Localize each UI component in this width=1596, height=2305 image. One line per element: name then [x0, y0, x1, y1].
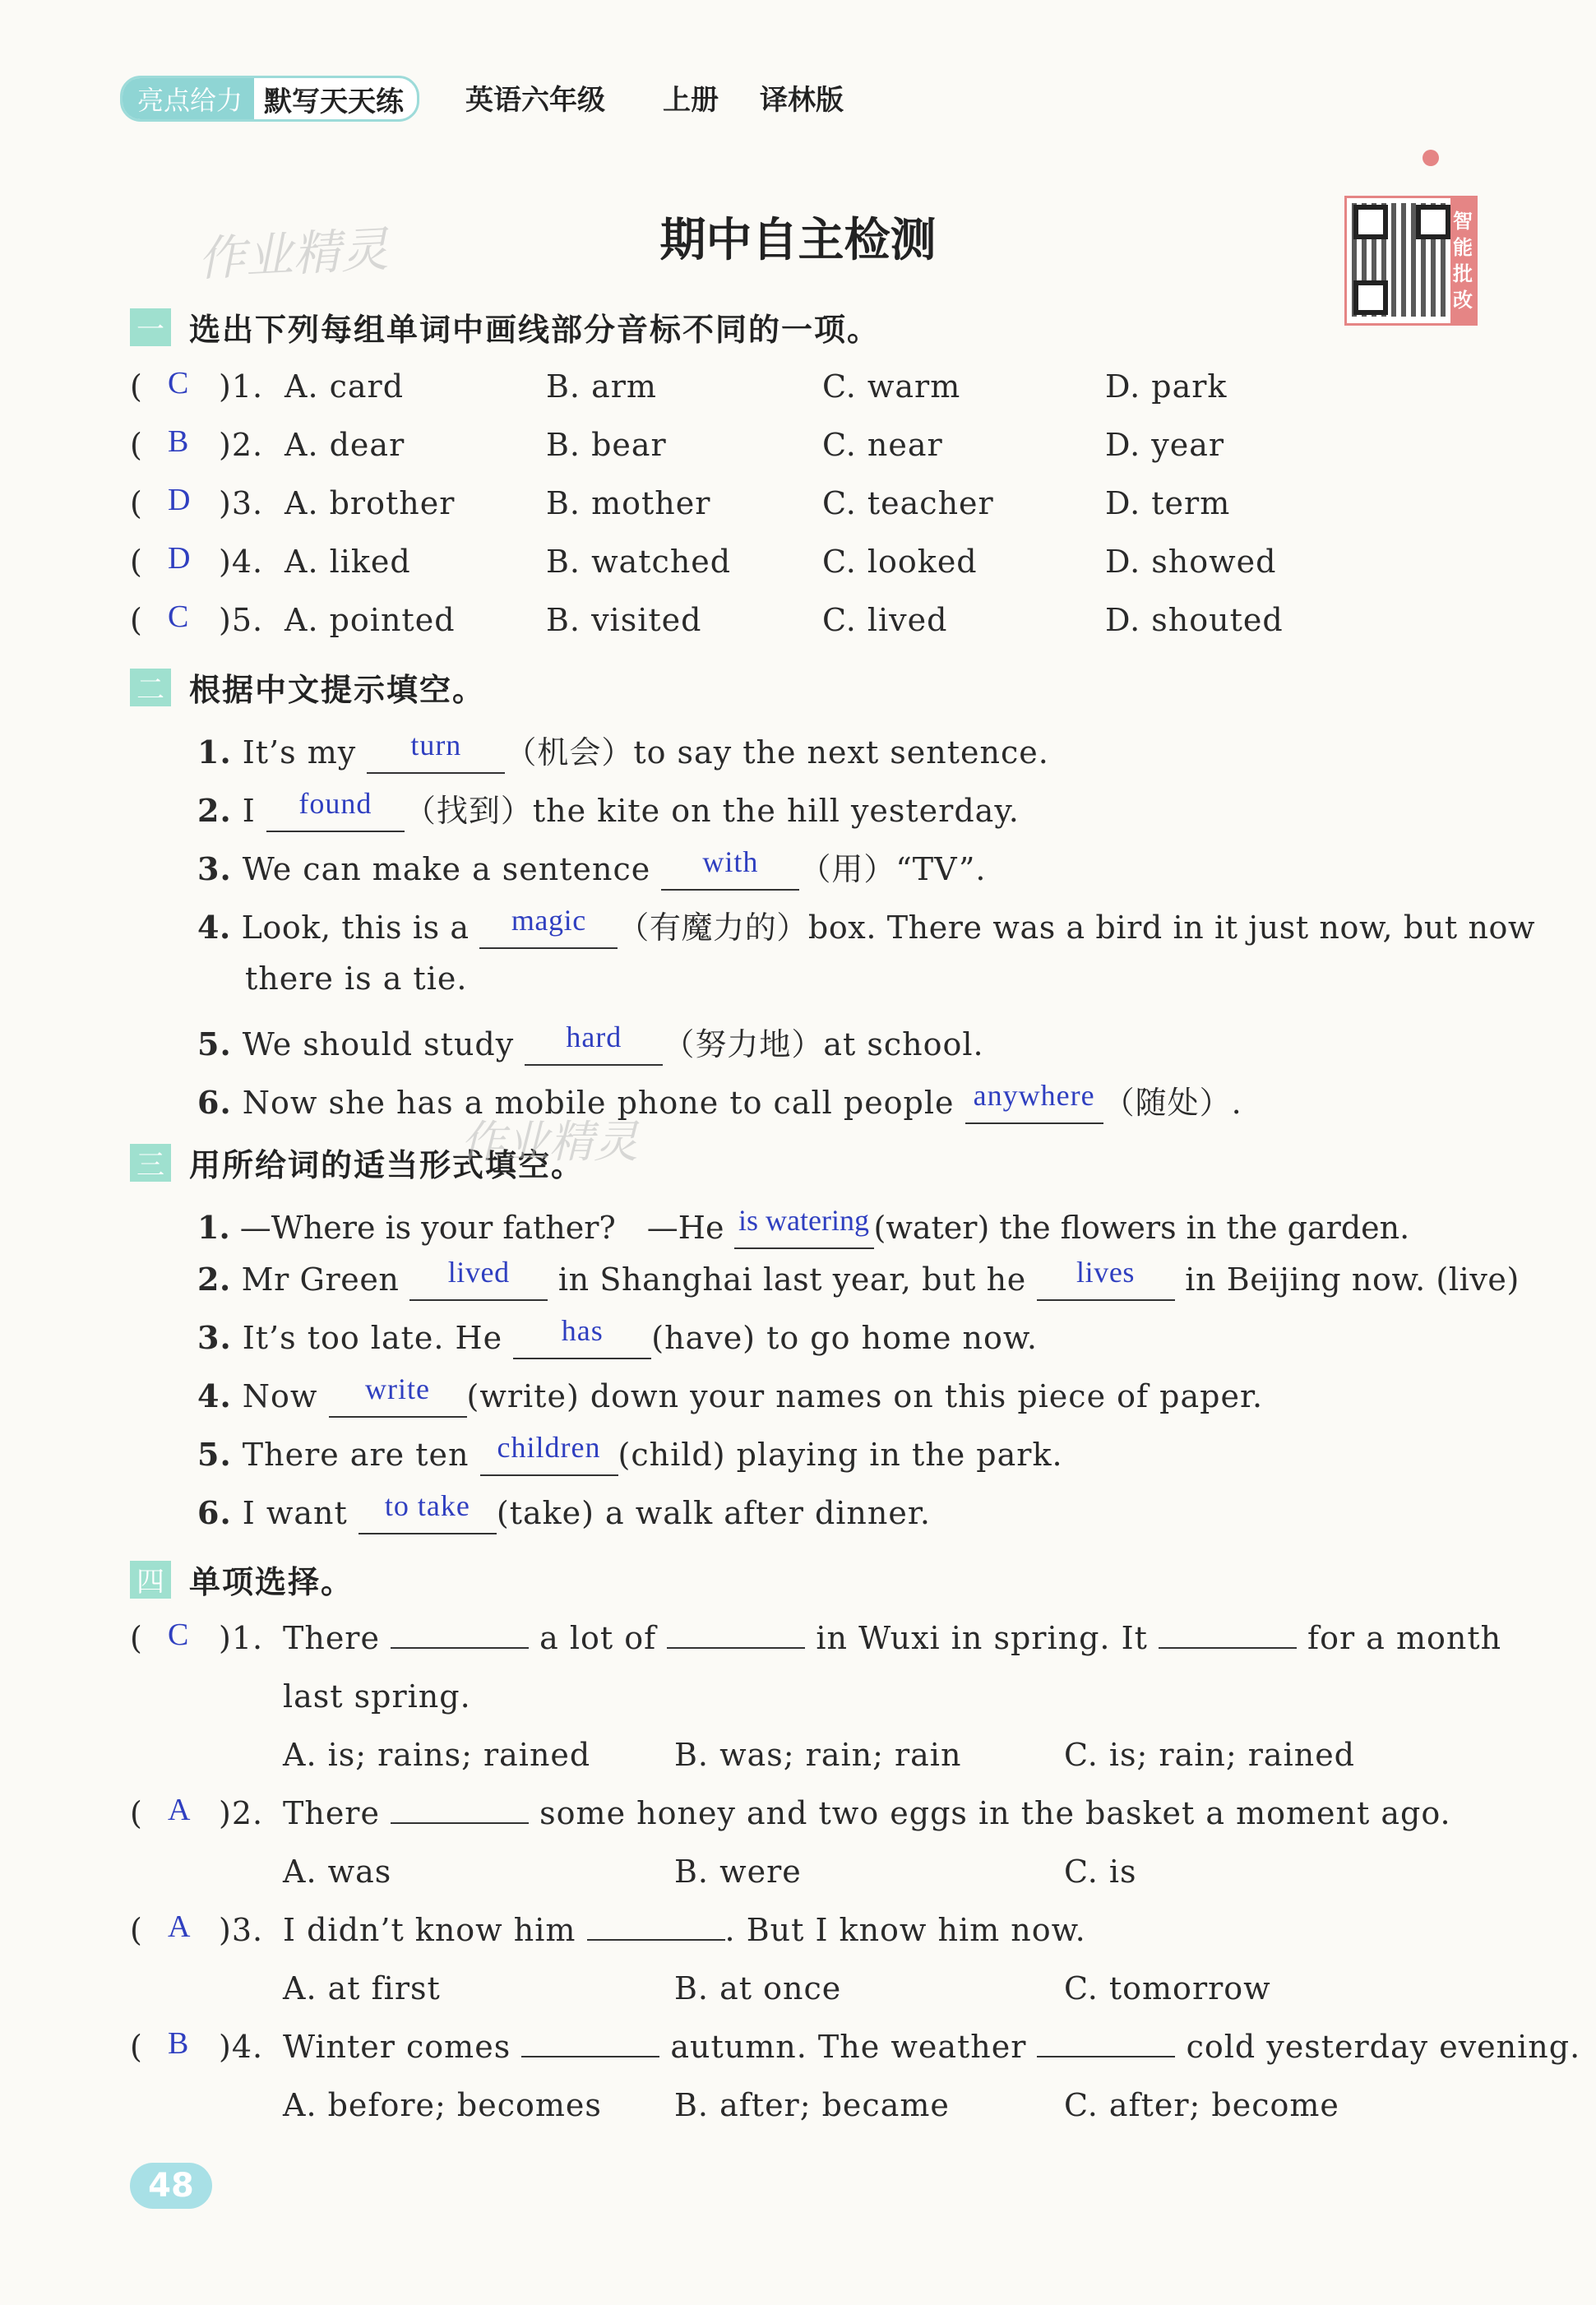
s4-answer-3: A	[168, 1909, 192, 1944]
s3-item-5: 5. There are ten children (child) playing in the park.	[197, 1436, 1063, 1476]
s1-row-1: ( C )1. A. card B. arm C. warm D. park	[130, 366, 1228, 405]
s4-options-4: A. before; becomes B. after; became C. after; become	[283, 2087, 1339, 2123]
s4-answer-1: C	[168, 1618, 190, 1652]
s4-question-3: ( A )3. I didn’t know him . But I know him now.	[130, 1909, 1086, 1948]
s4-answer-2: A	[168, 1793, 192, 1827]
s4-blank-1b[interactable]	[667, 1644, 805, 1649]
s4-options-3: A. at first B. at once C. tomorrow	[283, 1970, 1271, 2006]
section-1-heading: 一 选出下列每组单词中画线部分音标不同的一项。	[130, 304, 880, 349]
s1-answer-4: D	[168, 541, 192, 576]
s3-item-6: 6. I want to take (take) a walk after dinner.	[197, 1494, 931, 1534]
qr-pin-icon	[1423, 150, 1439, 166]
s1-row-4: ( D )4. A. liked B. watched C. looked D. showed	[130, 541, 1277, 580]
header-subject: 英语六年级	[465, 84, 605, 117]
s1-row-5: ( C )5. A. pointed B. visited C. lived D. shouted	[130, 599, 1284, 638]
s2-blank-3[interactable]: with	[661, 854, 799, 891]
s4-options-1: A. is; rains; rained B. was; rain; rain C. is; rain; rained	[283, 1737, 1356, 1773]
s2-blank-2[interactable]: found	[266, 795, 405, 832]
s3-item-1: 1. —Where is your father? —He is watering (water) the flowers in the garden.	[197, 1202, 1409, 1249]
s3-item-3: 3. It’s too late. He has (have) to go home now.	[197, 1319, 1038, 1359]
s4-blank-1c[interactable]	[1159, 1644, 1297, 1649]
s2-blank-6[interactable]: anywhere	[965, 1087, 1103, 1124]
s1-row-2: ( B )2. A. dear B. bear C. near D. year	[130, 424, 1225, 463]
section-2-heading: 二 根据中文提示填空。	[130, 664, 485, 710]
s3-blank-6[interactable]: to take	[359, 1497, 497, 1534]
s4-question-1-cont: last spring.	[283, 1678, 471, 1715]
watermark-top: 作业精灵	[196, 220, 390, 288]
s1-answer-2: B	[168, 424, 190, 459]
s1-answer-1: C	[168, 366, 190, 400]
series-badge-left: 亮点给力	[123, 78, 254, 119]
section-3-heading: 三 用所给词的适当形式填空。	[130, 1140, 584, 1185]
s4-blank-4a[interactable]	[521, 2053, 659, 2057]
s1-row-3: ( D )3. A. brother B. mother C. teacher D. term	[130, 483, 1231, 521]
s3-blank-3[interactable]: has	[513, 1322, 651, 1359]
s3-blank-5[interactable]: children	[480, 1439, 618, 1476]
qr-label: 智 能 批 改	[1450, 198, 1475, 323]
s2-blank-4[interactable]: magic	[479, 912, 618, 949]
page-title: 期中自主检测	[659, 214, 937, 267]
s2-item-1: 1. It’s my turn （机会）to say the next sentence.	[197, 727, 1049, 774]
s3-blank-1[interactable]: is watering	[734, 1212, 874, 1249]
series-badge-right: 默写天天练	[264, 85, 405, 118]
s1-answer-5: C	[168, 599, 190, 634]
s4-options-2: A. was B. were C. is	[283, 1854, 1137, 1890]
qr-code[interactable]	[1344, 196, 1478, 326]
s3-item-2: 2. Mr Green lived in Shanghai last year, but he lives in Beijing now. (live)	[197, 1261, 1520, 1301]
s4-blank-2[interactable]	[391, 1819, 529, 1824]
s3-item-4: 4. Now write (write) down your names on this piece of paper.	[197, 1377, 1263, 1418]
s2-blank-5[interactable]: hard	[525, 1029, 663, 1066]
s3-blank-4[interactable]: write	[329, 1381, 467, 1418]
s4-blank-4b[interactable]	[1037, 2053, 1175, 2057]
s4-blank-3[interactable]	[587, 1936, 725, 1941]
s3-blank-2b[interactable]: lives	[1037, 1264, 1175, 1301]
section-4-heading: 四 单项选择。	[130, 1557, 354, 1602]
s2-blank-1[interactable]: turn	[367, 737, 505, 774]
s2-item-5: 5. We should study hard （努力地）at school.	[197, 1019, 984, 1066]
s4-question-1: ( C )1. There a lot of in Wuxi in spring. It for a month	[130, 1618, 1502, 1656]
s4-question-4: ( B )4. Winter comes autumn. The weather cold yesterday evening.	[130, 2026, 1581, 2065]
s2-item-4-cont: there is a tie.	[245, 960, 468, 997]
s2-item-3: 3. We can make a sentence with （用）“TV”.	[197, 844, 986, 891]
header-edition: 译林版	[760, 84, 844, 117]
series-badge	[120, 76, 419, 122]
s3-blank-2a[interactable]: lived	[409, 1264, 548, 1301]
s4-question-2: ( A )2. There some honey and two eggs in the basket a moment ago.	[130, 1793, 1451, 1831]
s2-item-6: 6. Now she has a mobile phone to call people anywhere （随处）.	[197, 1077, 1242, 1124]
s2-item-2: 2. I found （找到）the kite on the hill yesterday.	[197, 785, 1020, 832]
s2-item-4: 4. Look, this is a magic （有魔力的）box. There was a bird in it just now, but now	[197, 902, 1535, 949]
s1-answer-3: D	[168, 483, 192, 517]
header-volume: 上册	[663, 84, 719, 117]
page-number: 48	[130, 2163, 212, 2209]
s4-blank-1a[interactable]	[391, 1644, 529, 1649]
s4-answer-4: B	[168, 2026, 190, 2061]
watermark-middle: 作业精灵	[460, 1116, 638, 1168]
